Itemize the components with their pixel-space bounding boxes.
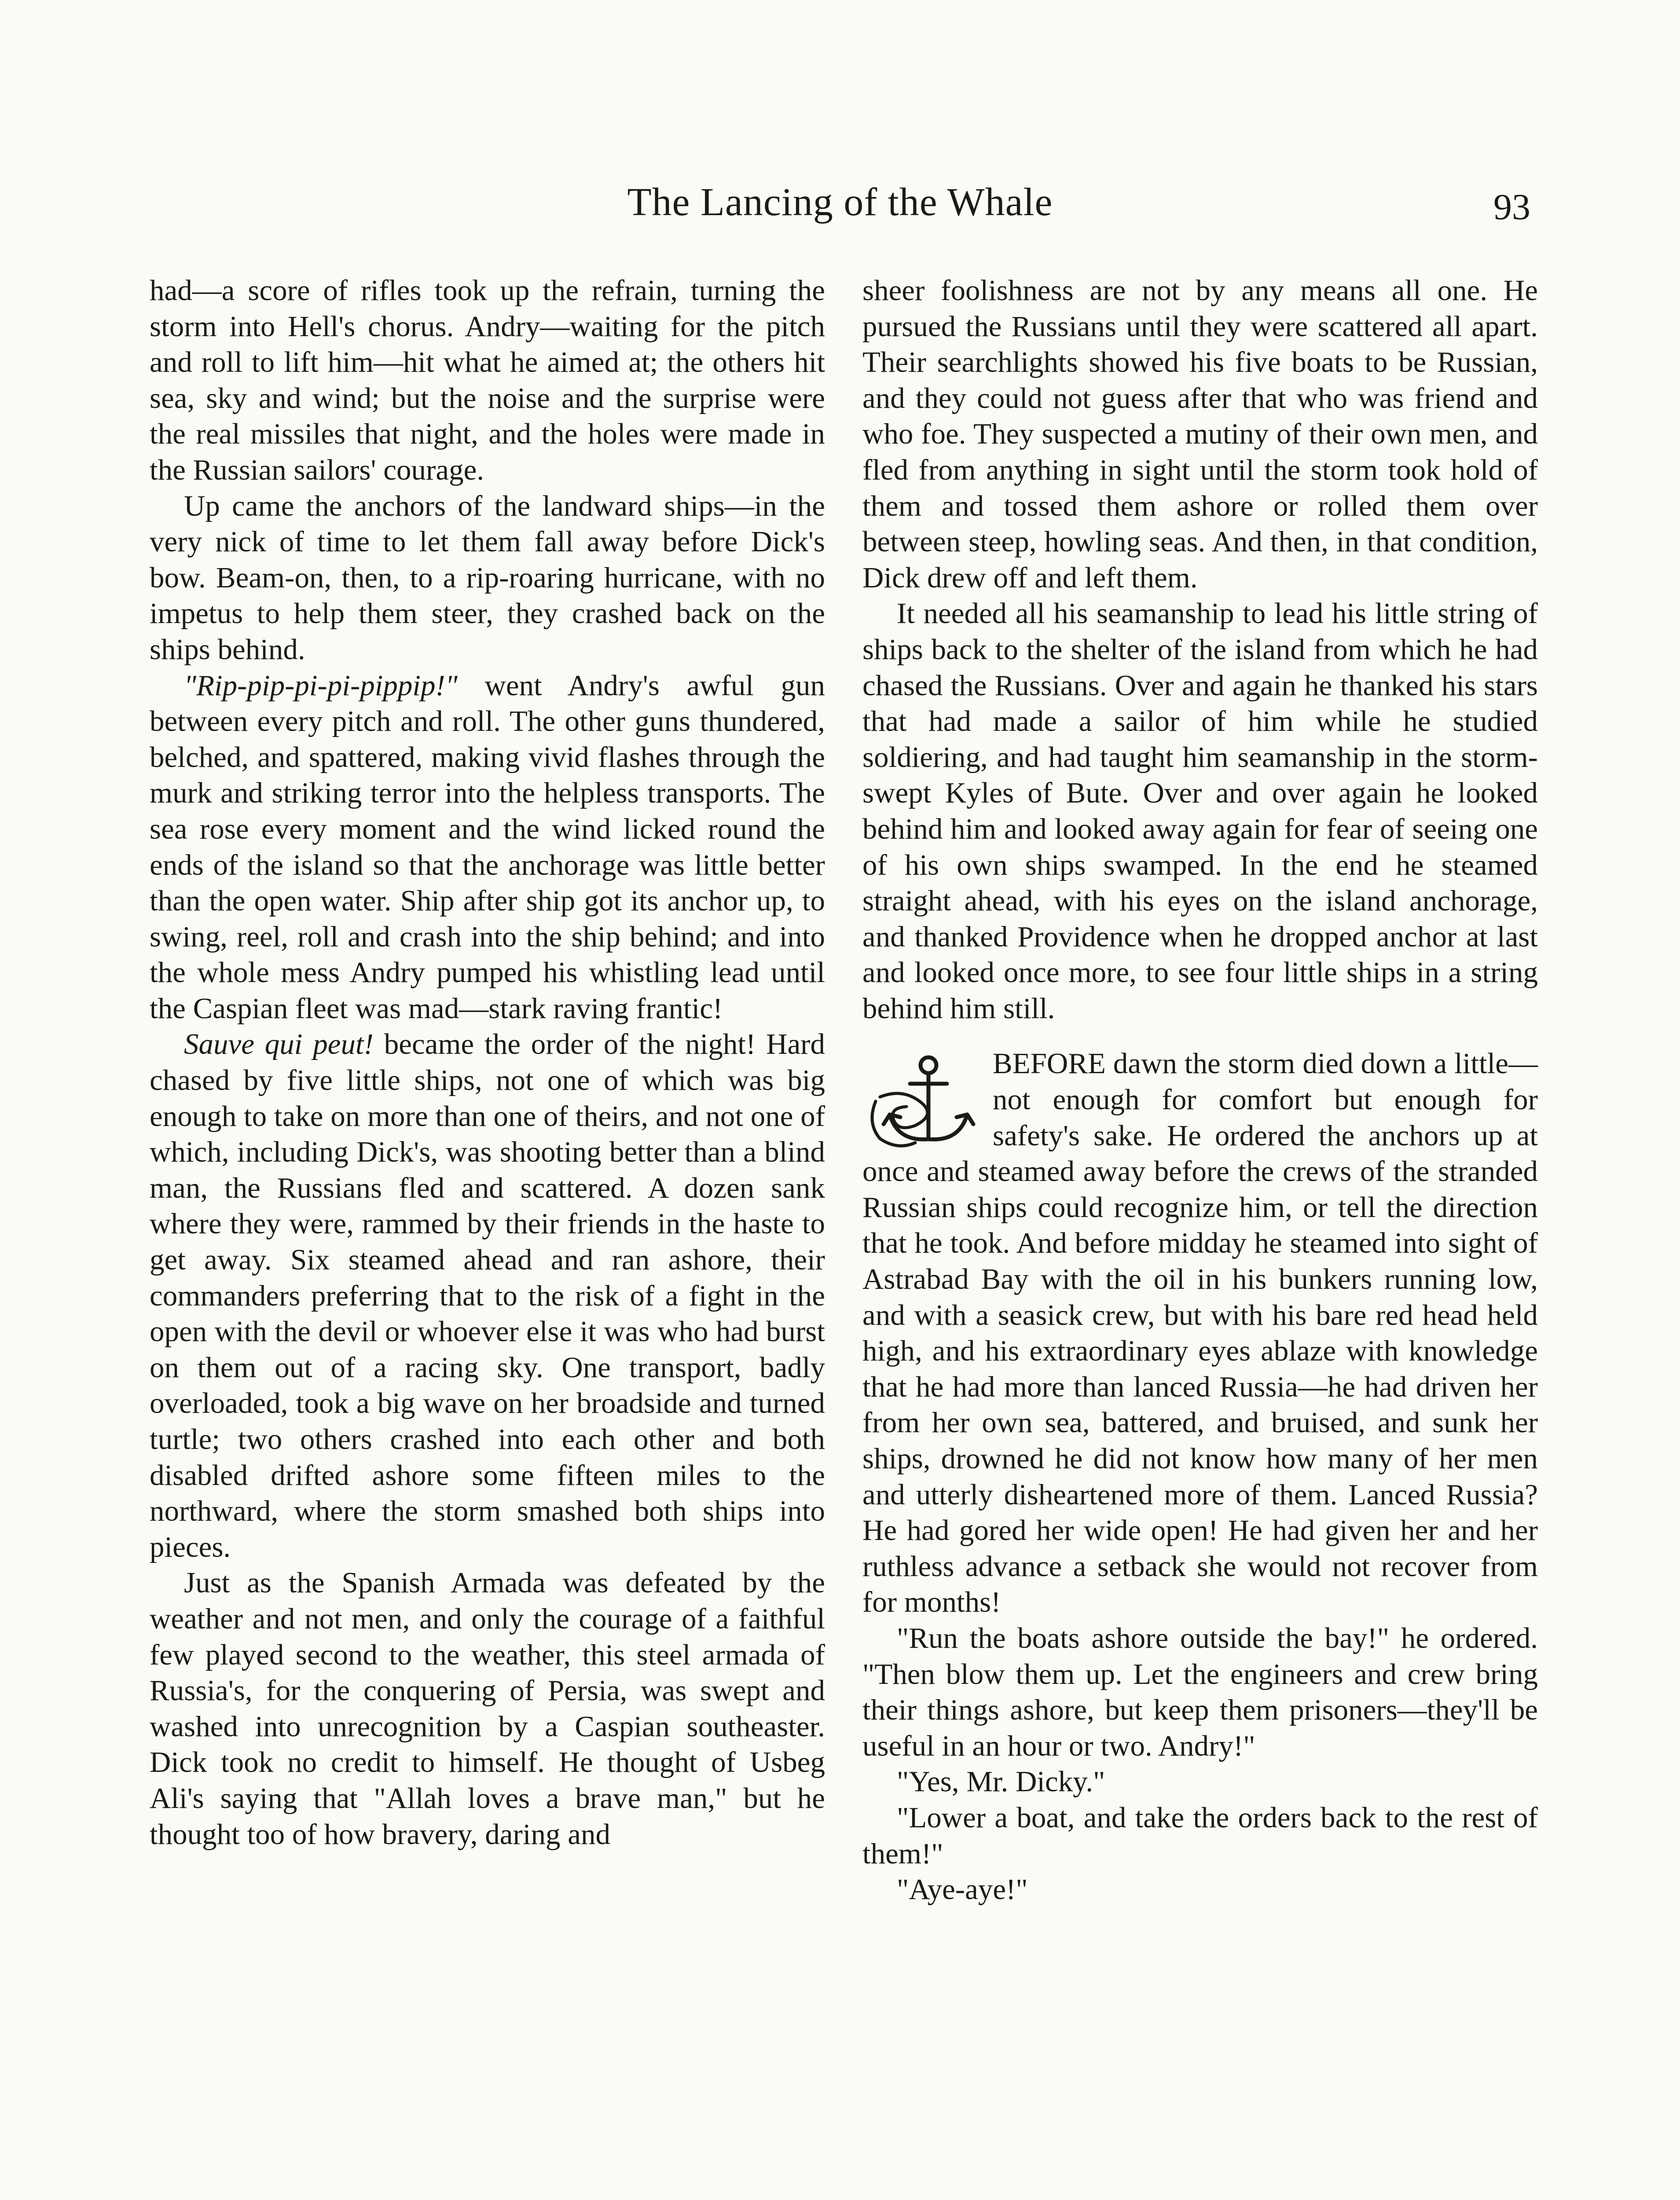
italic-phrase: Sauve qui peut! [184, 1028, 374, 1061]
paragraph: Just as the Spanish Armada was defeated by the weather and not men, and only the courage of a faithful few played second to the weather, this steel armada of Russia's, for the conquering of Persia, was swept and washed into unrecognition by a Caspian southeaster. Dick took no credit to himself. He thought of Usbeg Ali's saying that "Allah loves a brave man," but he thought too of how bravery, daring and [150, 1566, 825, 1851]
right-column [862, 273, 1538, 1908]
paragraph: "Yes, Mr. Dicky." [897, 1765, 1105, 1798]
paragraph: "Lower a boat, and take the orders back to the rest of them!" [862, 1801, 1538, 1870]
italic-gunfire-text: "Rip-pip-pi-pi-pippip!" [184, 669, 458, 702]
page-number: 93 [1493, 187, 1530, 227]
paragraph: BEFORE dawn the storm died down a little—not enough for comfort but enough for safety's sake. He ordered the anchors up at once and steamed away before the crews of the stranded Russian ships could recognize him, or tell the direction that he took. And before midday he steamed into sight of Astrabad Bay with the oil in his bunkers running low, and with a seasick crew, but with his bare red head held high, and his extraordinary eyes ablaze with knowledge that he had more than lanced Russia—he had driven her from her own sea, battered, and bruised, and sunk her ships, drowned he did not know how many of her men and utterly disheartened more of them. Lanced Russia? He had gored her wide open! He had given her and her ruthless advance a setback she would not recover from for months! [862, 1047, 1538, 1619]
paragraph: sheer foolishness are not by any means all one. He pursued the Russians until they were scattered all apart. Their searchlights showed his five boats to be Russian, and they could not guess after that who was friend and who foe. They suspected a mutiny of their own men, and fled from anything in sight until the storm took hold of them and tossed them ashore or rolled them over between steep, howling seas. And then, in that condition, Dick drew off and left them. [862, 274, 1538, 594]
paragraph: had—a score of rifles took up the refrain, turning the storm into Hell's chorus. Andry—waiting for the pitch and roll to lift him—hit what he aimed at; the others hit sea, sky and wind; but the noise and the surprise were the real missiles that night, and the holes were made in the Russian sailors' courage. [150, 274, 825, 486]
running-title: The Lancing of the Whale [627, 180, 1053, 224]
paragraph-text: became the order of the night! Hard chased by five little ships, not one of which was big enough to take on more than one of theirs, and not one of which, including Dick's, was shooting better than a blind man, the Russians fled and scattered. A dozen sank where they were, rammed by their friends in the haste to get away. Six steamed ahead and ran ashore, their commanders preferring that to the risk of a fight in the open with the devil or whoever else it was who had burst on them out of a racing sky. One transport, badly overloaded, took a big wave on her broadside and turned turtle; two others crashed into each other and both disabled drifted ashore some fifteen miles to the northward, where the storm smashed both ships into pieces. [150, 1028, 825, 1563]
running-head [150, 180, 1530, 228]
section-opening [862, 1046, 1538, 1621]
paragraph [150, 1027, 825, 1565]
paragraph: "Aye-aye!" [897, 1873, 1028, 1906]
left-column [150, 273, 825, 1852]
anchor-icon [862, 1049, 981, 1152]
paragraph: It needed all his seamanship to lead his little string of ships back to the shelter of the island from which he had chased the Russians. Over and again he thanked his stars that had made a sailor of him while he studied soldiering, and had taught him seamanship in the storm-swept Kyles of Bute. Over and over again he looked behind him and looked away again for fear of seeing one of his own ships swamped. In the end he steamed straight ahead, with his eyes on the island anchorage, and thanked Providence when he dropped anchor at last and looked once more, to see four little ships in a string behind him still. [862, 597, 1538, 1025]
paragraph-text: went Andry's awful gun between every pitch and roll. The other guns thundered, belched, and spattered, making vivid flashes through the murk and striking terror into the helpless transports. The sea rose every moment and the wind licked round the ends of the island so that the anchorage was little better than the open water. Ship after ship got its anchor up, to swing, reel, roll and crash into the ship behind; and into the whole mess Andry pumped his whistling lead until the Caspian fleet was mad—stark raving frantic! [150, 669, 825, 1025]
paragraph: "Run the boats ashore outside the bay!" he ordered. "Then blow them up. Let the engineers and crew bring their things ashore, but keep them prisoners—they'll be useful in an hour or two. Andry!" [862, 1621, 1538, 1762]
paragraph: Up came the anchors of the landward ships—in the very nick of time to let them fall away before Dick's bow. Beam-on, then, to a rip-roaring hurricane, with no impetus to help them steer, they crashed back on the ships behind. [150, 489, 825, 666]
paragraph [150, 668, 825, 1027]
